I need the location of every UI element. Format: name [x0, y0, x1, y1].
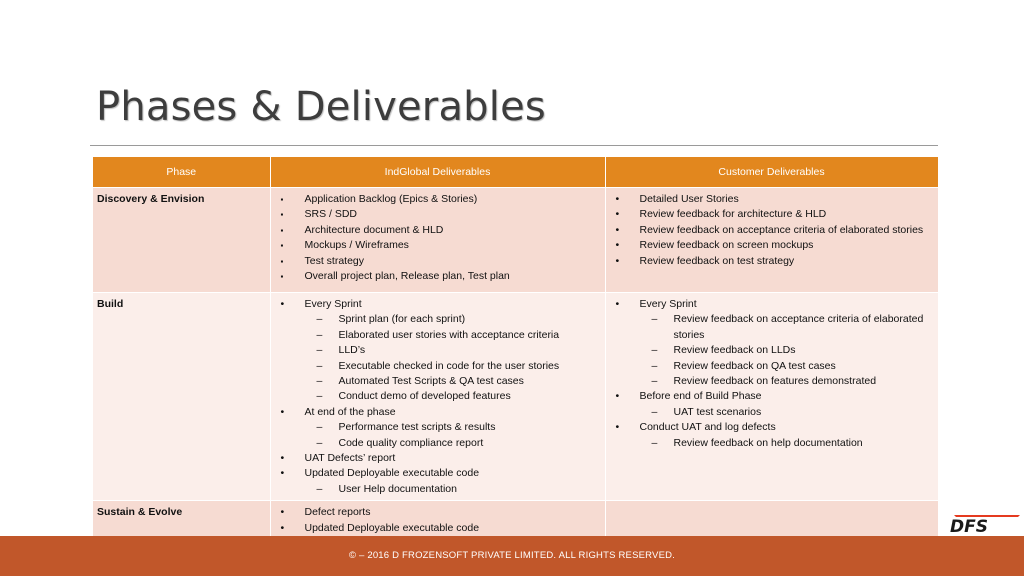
list-item — [275, 328, 601, 343]
dash-marker: – — [316, 344, 323, 357]
list-item-text: UAT Defects’ report — [304, 452, 396, 465]
list-item — [275, 223, 601, 238]
bullet-marker: • — [280, 506, 285, 519]
list-item-text: Every Sprint — [304, 298, 362, 310]
table-row — [93, 188, 938, 293]
list-item — [275, 297, 601, 312]
dash-marker: – — [651, 344, 658, 357]
bullet-marker: • — [615, 193, 620, 205]
list-item — [275, 269, 601, 284]
list-item — [275, 343, 601, 358]
footer-copyright: © – 2016 D FROZENSOFT PRIVATE LIMITED. ALL RIGHTS RESERVED. — [348, 550, 676, 561]
dash-marker: – — [316, 375, 323, 388]
list-item — [275, 359, 601, 374]
customer-list — [610, 297, 934, 451]
dash-marker: – — [316, 436, 323, 449]
list-item-text: Sprint plan (for each sprint) — [338, 313, 466, 326]
list-item-text: Review feedback on features demonstrated — [673, 375, 877, 388]
list-item-text: Review feedback on help documentation — [673, 436, 863, 449]
bullet-marker: • — [615, 298, 620, 310]
list-item — [275, 466, 601, 481]
dash-marker: – — [316, 390, 323, 403]
customer-cell — [605, 501, 938, 539]
header-phase: Phase — [93, 157, 270, 188]
list-item-text: LLD’s — [338, 344, 366, 357]
list-item — [275, 207, 601, 222]
list-item-text: Updated Deployable executable code — [304, 521, 480, 534]
footer-bar — [0, 536, 1024, 576]
bullet-marker: • — [280, 467, 285, 480]
list-item — [610, 238, 934, 253]
bullet-marker: • — [615, 223, 620, 236]
dash-marker: – — [316, 328, 323, 341]
list-item — [610, 374, 934, 389]
phase-cell: Discovery & Envision — [93, 188, 270, 293]
list-item-text: Code quality compliance report — [338, 436, 484, 449]
list-item — [610, 389, 934, 404]
list-item-text: User Help documentation — [338, 482, 457, 495]
list-item-text: Executable checked in code for the user stories — [338, 359, 560, 372]
bullet-marker: • — [280, 405, 285, 418]
list-item-text: Review feedback on LLDs — [673, 344, 796, 357]
list-item — [610, 207, 934, 222]
bullet-marker: • — [615, 239, 620, 252]
bullet-marker: • — [615, 208, 620, 221]
list-item — [275, 389, 601, 404]
phase-cell: Sustain & Evolve — [93, 501, 270, 539]
list-item-text: Conduct UAT and log defects — [639, 421, 776, 434]
list-item-text: Every Sprint — [639, 298, 697, 310]
indglobal-list — [275, 297, 601, 497]
list-item — [610, 297, 934, 312]
list-item — [610, 436, 934, 451]
list-item — [275, 254, 601, 269]
list-item — [610, 359, 934, 374]
list-item — [610, 312, 934, 343]
customer-cell — [605, 293, 938, 501]
bullet-marker: ▪ — [280, 225, 284, 235]
title-divider — [90, 145, 938, 146]
table-header-row — [93, 157, 938, 188]
phase-cell: Build — [93, 293, 270, 501]
table-row — [93, 501, 938, 539]
list-item-text: Review feedback on QA test cases — [673, 359, 836, 372]
list-item — [275, 238, 601, 253]
list-item — [610, 420, 934, 435]
list-item — [275, 312, 601, 327]
indglobal-cell — [270, 293, 605, 501]
indglobal-list — [275, 505, 601, 536]
list-item-text: Before end of Build Phase — [639, 390, 762, 403]
bullet-marker: • — [615, 254, 620, 267]
list-item — [275, 420, 601, 435]
bullet-marker: • — [615, 421, 620, 434]
list-item — [610, 343, 934, 358]
list-item-text: Overall project plan, Release plan, Test plan — [304, 270, 510, 283]
list-item-text: Review feedback for architecture & HLD — [639, 208, 827, 221]
bullet-marker: ▪ — [280, 272, 284, 282]
dash-marker: – — [651, 359, 658, 372]
list-item — [275, 192, 601, 207]
list-item-text: Architecture document & HLD — [304, 223, 444, 236]
dash-marker: – — [316, 482, 323, 495]
table-row — [93, 293, 938, 501]
bullet-marker: • — [280, 521, 285, 534]
dfs-logo — [946, 512, 1022, 534]
indglobal-list — [275, 192, 601, 284]
dash-marker: – — [316, 359, 323, 372]
list-item — [275, 405, 601, 420]
list-item-text: Mockups / Wireframes — [304, 239, 409, 252]
bullet-marker: ▪ — [280, 241, 284, 251]
list-item-text: Review feedback on screen mockups — [639, 239, 814, 252]
list-item-text: Review feedback on test strategy — [639, 254, 795, 267]
customer-cell — [605, 188, 938, 293]
list-item-text: Application Backlog (Epics & Stories) — [304, 193, 478, 205]
list-item-text: Detailed User Stories — [639, 193, 739, 205]
customer-list — [610, 192, 934, 269]
bullet-marker: ▪ — [280, 195, 284, 204]
list-item — [275, 374, 601, 389]
list-item — [610, 223, 934, 238]
indglobal-cell — [270, 501, 605, 539]
list-item-text: Test strategy — [304, 254, 365, 267]
list-item-text: SRS / SDD — [304, 208, 358, 221]
list-item-text: Performance test scripts & results — [338, 421, 496, 434]
dash-marker: – — [316, 313, 323, 326]
header-customer-deliverables: Customer Deliverables — [605, 157, 938, 188]
list-item — [610, 192, 934, 207]
list-item-text: At end of the phase — [304, 405, 396, 418]
list-item — [275, 521, 601, 536]
list-item-text: Review feedback on acceptance criteria of elaborated stories — [639, 223, 924, 236]
bullet-marker: • — [280, 452, 285, 465]
bullet-marker: ▪ — [280, 210, 284, 220]
list-item-text: Updated Deployable executable code — [304, 467, 480, 480]
list-item-text: UAT test scenarios — [673, 405, 762, 418]
bullet-marker: ▪ — [280, 256, 284, 266]
list-item — [275, 451, 601, 466]
list-item-text: Conduct demo of developed features — [338, 390, 511, 403]
logo-text: DFS — [950, 517, 988, 534]
list-item — [610, 254, 934, 269]
slide-title: Phases & Deliverables — [96, 84, 546, 130]
list-item-text: Automated Test Scripts & QA test cases — [338, 375, 524, 388]
indglobal-cell — [270, 188, 605, 293]
list-item-text: Elaborated user stories with acceptance criteria — [338, 328, 560, 341]
dash-marker: – — [651, 313, 658, 326]
list-item-text: Defect reports — [304, 506, 371, 519]
list-item — [275, 436, 601, 451]
deliverables-table — [93, 157, 939, 539]
dash-marker: – — [651, 436, 658, 449]
dash-marker: – — [651, 405, 658, 418]
list-item-text: Review feedback on acceptance criteria of elaborated stories — [673, 313, 924, 341]
list-item — [275, 505, 601, 520]
list-item — [610, 405, 934, 420]
bullet-marker: • — [615, 390, 620, 403]
dash-marker: – — [316, 421, 323, 434]
dash-marker: – — [651, 375, 658, 388]
header-indglobal-deliverables: IndGlobal Deliverables — [270, 157, 605, 188]
bullet-marker: • — [280, 298, 285, 310]
list-item — [275, 482, 601, 497]
